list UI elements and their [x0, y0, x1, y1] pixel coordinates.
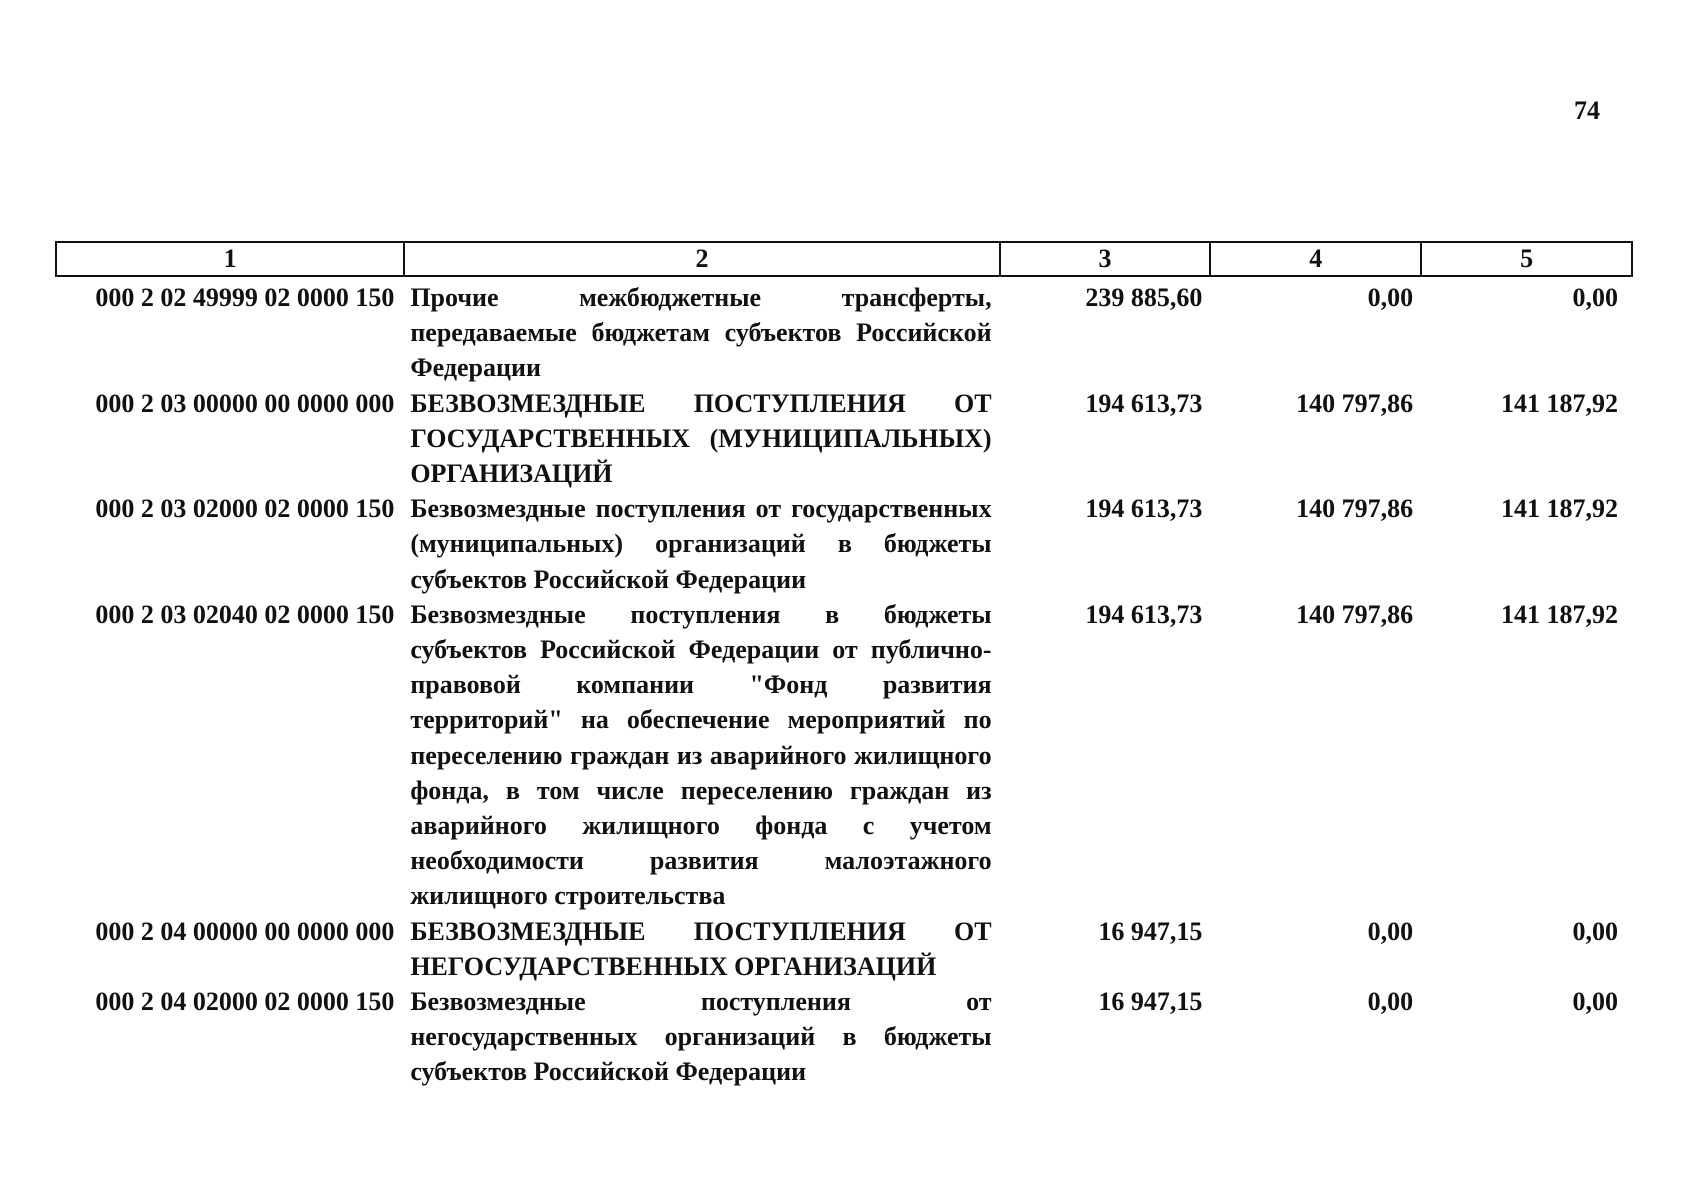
amount-column-5: 0,00	[1572, 283, 1618, 312]
budget-code: 000 2 04 02000 02 0000 150	[95, 987, 395, 1017]
amount-column-5: 0,00	[1572, 987, 1618, 1017]
amount-column-5: 0,00	[1572, 916, 1618, 946]
revenue-name: Безвозмездные поступления в бюджеты субъектов Российской Федерации от публично-правовой компании "Фонд развития территорий" на обеспечение мероприятий по переселению граждан из аварийного жилищного фонда, в том числе переселению граждан из аварийного жилищного фонда с учетом необходимости развития малоэтажного жилищного строительства	[410, 599, 992, 911]
budget-code: 000 2 03 02040 02 0000 150	[95, 599, 395, 629]
revenue-name: Прочие межбюджетные трансферты, передаваемые бюджетам субъектов Российской Федерации	[410, 283, 992, 383]
amount-column-4: 0,00	[1367, 916, 1414, 946]
table-row	[56, 984, 1632, 1090]
header-column-3: 3	[1000, 242, 1211, 276]
amount-column-4: 140 797,86	[1296, 494, 1414, 524]
amount-column-3: 239 885,60	[1085, 283, 1203, 312]
amount-column-3: 194 613,73	[1085, 388, 1203, 418]
amount-column-5: 141 187,92	[1501, 599, 1618, 629]
amount-column-5: 141 187,92	[1501, 494, 1618, 524]
revenue-name: БЕЗВОЗМЕЗДНЫЕ ПОСТУПЛЕНИЯ ОТ ГОСУДАРСТВЕННЫХ (МУНИЦИПАЛЬНЫХ) ОРГАНИЗАЦИЙ	[410, 388, 992, 489]
amount-column-3: 194 613,73	[1085, 494, 1203, 524]
page-number: 74	[1574, 96, 1600, 125]
header-column-2: 2	[404, 242, 999, 276]
budget-code: 000 2 04 00000 00 0000 000	[95, 916, 395, 946]
table-row	[56, 597, 1632, 914]
revenue-name: Безвозмездные поступления от государственных (муниципальных) организаций в бюджеты субъектов Российской Федерации	[410, 494, 992, 594]
amount-column-3: 16 947,15	[1098, 987, 1203, 1017]
amount-column-3: 194 613,73	[1085, 599, 1203, 629]
amount-column-4: 140 797,86	[1296, 388, 1414, 418]
budget-code: 000 2 03 02000 02 0000 150	[95, 494, 395, 524]
budget-revenue-table	[55, 241, 1633, 1090]
table-row	[56, 914, 1632, 984]
table-row	[56, 491, 1632, 597]
amount-column-4: 140 797,86	[1296, 599, 1414, 629]
table-header-row	[56, 242, 1632, 276]
amount-column-5: 141 187,92	[1501, 388, 1618, 418]
header-column-4: 4	[1210, 242, 1421, 276]
table-row	[56, 386, 1632, 492]
header-column-1: 1	[56, 242, 404, 276]
budget-code: 000 2 02 49999 02 0000 150	[95, 283, 395, 312]
revenue-name: Безвозмездные поступления от негосударственных организаций в бюджеты субъектов Российской Федерации	[410, 987, 992, 1087]
revenue-name: БЕЗВОЗМЕЗДНЫЕ ПОСТУПЛЕНИЯ ОТ НЕГОСУДАРСТВЕННЫХ ОРГАНИЗАЦИЙ	[410, 916, 992, 981]
amount-column-3: 16 947,15	[1098, 916, 1203, 946]
table-row	[56, 276, 1632, 386]
header-column-5: 5	[1421, 242, 1632, 276]
amount-column-4: 0,00	[1367, 283, 1414, 312]
amount-column-4: 0,00	[1367, 987, 1414, 1017]
budget-code: 000 2 03 00000 00 0000 000	[95, 388, 395, 418]
